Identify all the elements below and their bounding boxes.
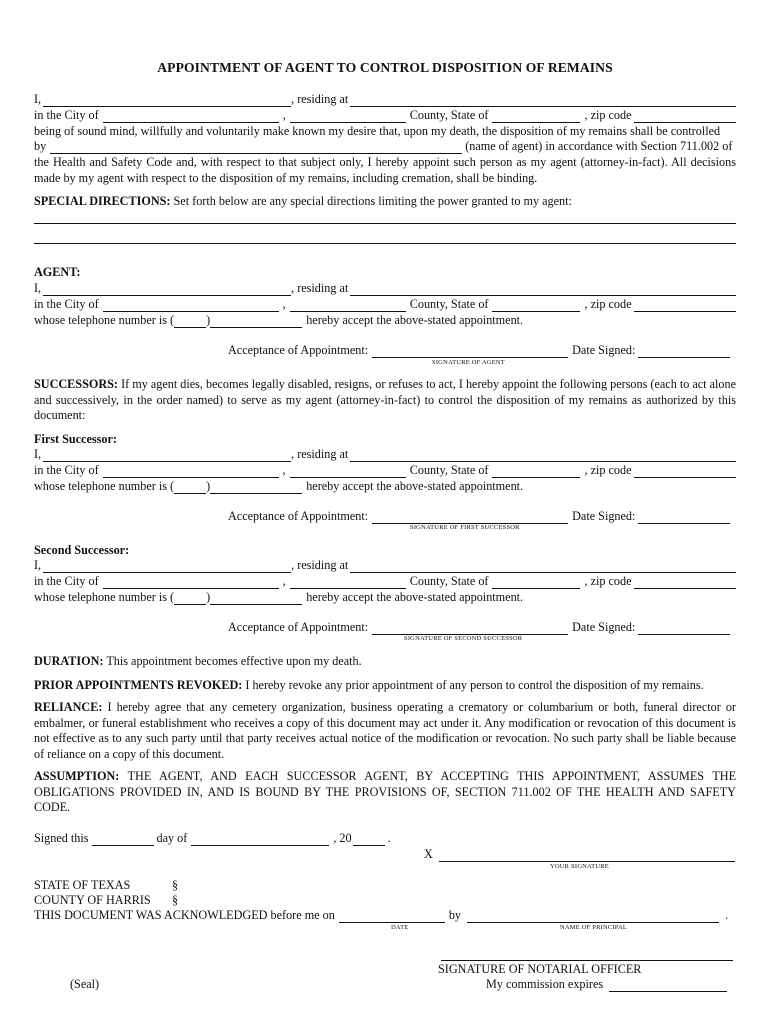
- agent-address-field[interactable]: [350, 284, 736, 296]
- your-signature-field[interactable]: [439, 850, 735, 862]
- duration-label: DURATION:: [34, 654, 104, 668]
- second-successor-state-field[interactable]: [492, 577, 580, 589]
- principal-name-notary-field[interactable]: [467, 911, 719, 923]
- commission-row: My commission expires: [486, 977, 727, 992]
- notarial-officer-signature-field[interactable]: [441, 949, 733, 961]
- agent-city-field[interactable]: [103, 300, 279, 312]
- second-successor-city-field[interactable]: [103, 577, 279, 589]
- first-successor-state-field[interactable]: [492, 466, 580, 478]
- agent-line-1: I, , residing at: [34, 281, 736, 296]
- first-successor-county-field[interactable]: [290, 466, 406, 478]
- prior-appointments-label: PRIOR APPOINTMENTS REVOKED:: [34, 678, 243, 692]
- agent-name-accept-field[interactable]: [43, 284, 291, 296]
- first-successor-city-field[interactable]: [103, 466, 279, 478]
- first-successor-acceptance-row: Acceptance of Appointment: Date Signed:: [228, 509, 730, 524]
- intro-line-1: I, , residing at: [34, 92, 736, 107]
- reliance-text: I hereby agree that any cemetery organization, business operating a crematory or columbarium or both, funeral director or embalmer, or funeral establishment who receives a copy of this document may act under it. Any modification or revocation of this document is not effective as to any such party until that party receives actual notice of the modification or revocation. No such party shall be liable because of reliance on a copy of this document.: [34, 700, 736, 761]
- second-successor-acceptance-row: Acceptance of Appointment: Date Signed:: [228, 620, 730, 635]
- duration: [34, 654, 362, 669]
- second-successor-zip-field[interactable]: [634, 577, 736, 589]
- first-successor-signature-caption: SIGNATURE OF FIRST SUCCESSOR: [410, 524, 520, 531]
- principal-city-field[interactable]: [103, 111, 279, 123]
- agent-signature-field[interactable]: [372, 346, 568, 358]
- second-successor-phone-field[interactable]: [210, 593, 302, 605]
- second-successor-signature-field[interactable]: [372, 623, 568, 635]
- principal-zip-field[interactable]: [634, 111, 736, 123]
- agent-zip-field[interactable]: [634, 300, 736, 312]
- principal-state-field[interactable]: [492, 111, 580, 123]
- successors: [34, 377, 736, 424]
- principal-county-field[interactable]: [290, 111, 406, 123]
- agent-state-field[interactable]: [492, 300, 580, 312]
- prior-appointments: [34, 678, 704, 693]
- your-signature-caption: YOUR SIGNATURE: [550, 863, 609, 870]
- second-successor-area-code-field[interactable]: [174, 593, 206, 605]
- second-successor-address-field[interactable]: [350, 561, 736, 573]
- document-title: APPOINTMENT OF AGENT TO CONTROL DISPOSITION OF REMAINS: [157, 60, 613, 75]
- second-successor-line-1: I, , residing at: [34, 558, 736, 573]
- second-successor-county-field[interactable]: [290, 577, 406, 589]
- special-directions-text: Set forth below are any special directions limiting the power granted to my agent:: [173, 194, 572, 208]
- acknowledged-date-field[interactable]: [339, 911, 445, 923]
- intro-closing-text: the Health and Safety Code and, with respect to that subject only, I hereby appoint such person as my agent (attorney-in-fact). All decisions made by my agent with respect to the disposition of my remains, including cremation, shall be binding.: [34, 155, 736, 185]
- agent-name-field[interactable]: [50, 142, 462, 154]
- date-caption: DATE: [391, 924, 409, 931]
- first-successor-line-3: whose telephone number is ( ) hereby accept the above-stated appointment.: [34, 479, 524, 493]
- duration-text: This appointment becomes effective upon my death.: [106, 654, 362, 668]
- first-successor-address-field[interactable]: [350, 450, 736, 462]
- notary-state: STATE OF TEXAS: [34, 878, 131, 892]
- agent-phone-field[interactable]: [210, 316, 302, 328]
- second-successor-signature-caption: SIGNATURE OF SECOND SUCCESSOR: [404, 635, 523, 642]
- special-directions-label: SPECIAL DIRECTIONS:: [34, 194, 171, 208]
- signed-year-field[interactable]: [353, 834, 385, 846]
- first-successor-area-code-field[interactable]: [174, 482, 206, 494]
- special-directions-line-1[interactable]: [34, 223, 736, 224]
- first-successor-name-field[interactable]: [43, 450, 291, 462]
- notarial-officer-caption: SIGNATURE OF NOTARIAL OFFICER: [438, 962, 642, 976]
- first-successor-date-signed-field[interactable]: [638, 512, 730, 524]
- second-successor-line-3: whose telephone number is ( ) hereby accept the above-stated appointment.: [34, 590, 524, 604]
- successors-label: SUCCESSORS:: [34, 377, 118, 391]
- your-signature-row: [424, 847, 735, 862]
- principal-caption: NAME OF PRINCIPAL: [560, 924, 628, 931]
- special-directions: [34, 194, 736, 210]
- x-mark: X: [424, 847, 433, 861]
- notary-state-section: §: [172, 878, 179, 892]
- second-successor-line-2: in the City of , County, State of , zip code: [34, 574, 736, 589]
- commission-expires-field[interactable]: [609, 980, 727, 992]
- reliance-label: RELIANCE:: [34, 700, 103, 714]
- intro-line-by: by (name of agent) in accordance with Section 711.002 of: [34, 139, 733, 153]
- agent-date-signed-field[interactable]: [638, 346, 730, 358]
- prior-appointments-text: I hereby revoke any prior appointment of any person to control the disposition of my remains.: [245, 678, 704, 692]
- second-successor-name-field[interactable]: [43, 561, 291, 573]
- signed-day-field[interactable]: [92, 834, 154, 846]
- first-successor-heading: First Successor:: [34, 432, 117, 446]
- signed-month-field[interactable]: [191, 834, 329, 846]
- first-successor-phone-field[interactable]: [210, 482, 302, 494]
- assumption-label: ASSUMPTION:: [34, 769, 120, 783]
- reliance: [34, 700, 736, 762]
- intro-line-2: in the City of , County, State of , zip code: [34, 108, 736, 123]
- sound-mind-text: being of sound mind, willfully and voluntarily make known my desire that, upon my death, the disposition of my remains shall be controlled: [34, 124, 721, 138]
- notary-county: COUNTY OF HARRIS: [34, 893, 151, 907]
- agent-heading: AGENT:: [34, 265, 81, 279]
- acknowledged-row: THIS DOCUMENT WAS ACKNOWLEDGED before me on by .: [34, 908, 729, 922]
- agent-acceptance-row: Acceptance of Appointment: Date Signed:: [228, 343, 730, 358]
- seal-label: (Seal): [70, 977, 100, 991]
- principal-address-field[interactable]: [350, 95, 736, 107]
- agent-line-3: whose telephone number is ( ) hereby accept the above-stated appointment.: [34, 313, 524, 327]
- first-successor-signature-field[interactable]: [372, 512, 568, 524]
- principal-name-field[interactable]: [43, 95, 291, 107]
- agent-signature-caption: SIGNATURE OF AGENT: [432, 359, 505, 366]
- successors-text: If my agent dies, becomes legally disabled, resigns, or refuses to act, I hereby appoint the following persons (each to act alone and successively, in the order named) to serve as my agent (attorney-in-fact) to control the disposition of my remains as authorized by this document:: [34, 377, 737, 423]
- agent-county-field[interactable]: [290, 300, 406, 312]
- notary-county-section: §: [172, 893, 179, 907]
- assumption: [34, 769, 736, 816]
- first-successor-line-2: in the City of , County, State of , zip code: [34, 463, 736, 478]
- first-successor-line-1: I, , residing at: [34, 447, 736, 462]
- agent-area-code-field[interactable]: [174, 316, 206, 328]
- second-successor-heading: Second Successor:: [34, 543, 130, 557]
- second-successor-date-signed-field[interactable]: [638, 623, 730, 635]
- special-directions-line-2[interactable]: [34, 243, 736, 244]
- assumption-text: THE AGENT, AND EACH SUCCESSOR AGENT, BY ACCEPTING THIS APPOINTMENT, ASSUMES THE OBLIGATIONS PROVIDED IN, AND IS BOUND BY THE PROVISIONS OF, SECTION 711.002 OF THE HEALTH AND SAFETY CODE.: [34, 769, 737, 815]
- first-successor-zip-field[interactable]: [634, 466, 736, 478]
- signed-this-row: Signed this day of , 20 .: [34, 831, 391, 845]
- agent-line-2: in the City of , County, State of , zip code: [34, 297, 736, 312]
